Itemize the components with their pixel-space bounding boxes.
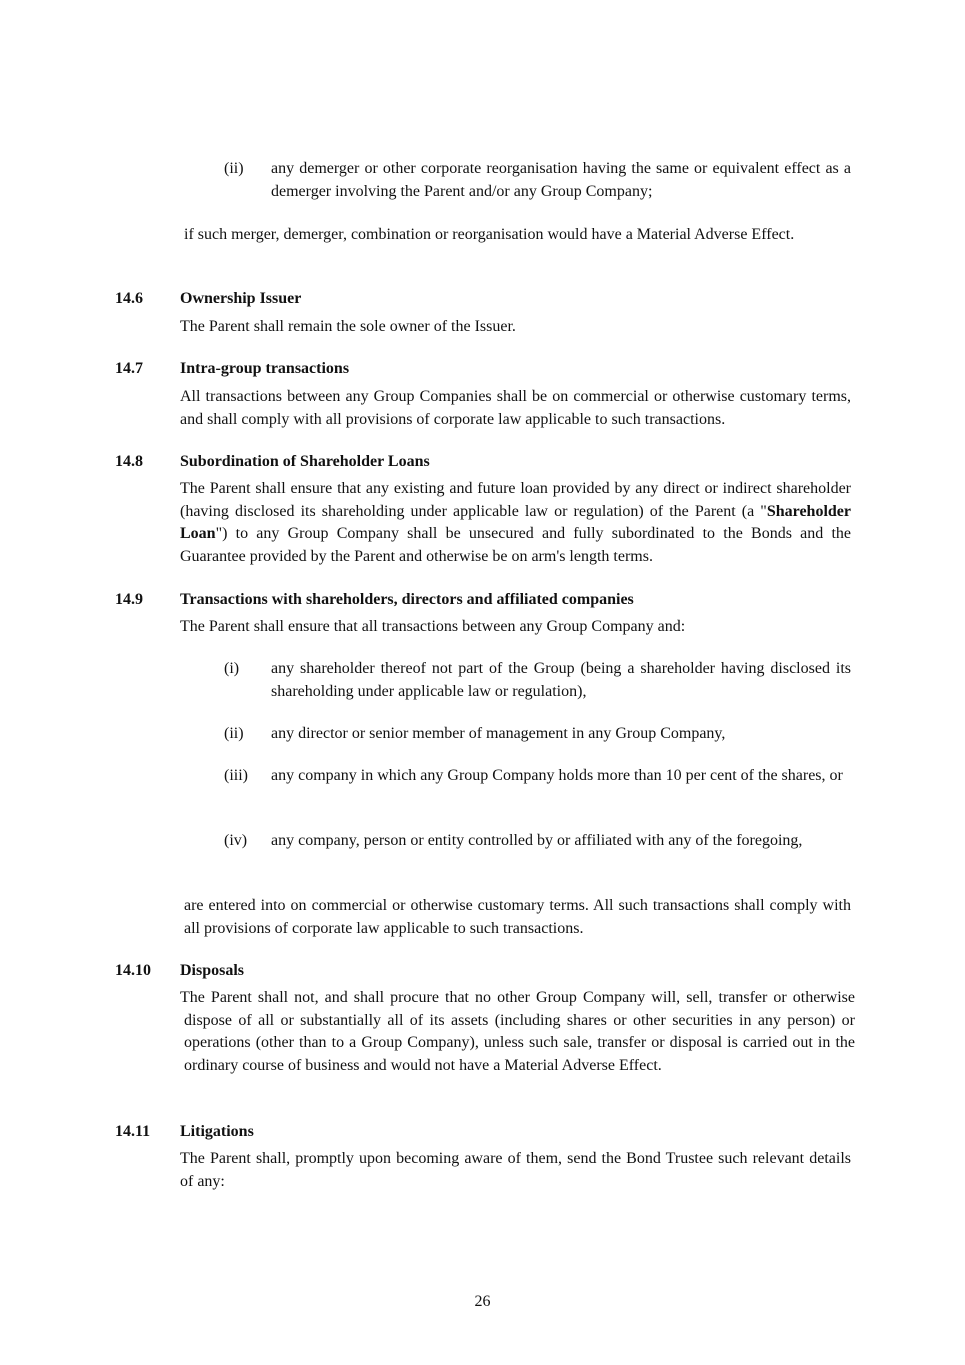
section-number: 14.7 xyxy=(115,360,143,377)
section-body-14-10: The Parent shall not, and shall procure that no other Group Company will, sell, transfer or otherwise dispose of all or substantially all of its assets (including shares or other securities in any person) or operations (other than to a Group Company), unless such sale, transfer or disposal is carried out in the ordinary course of business and would not have a Material Adverse Effect. xyxy=(180,989,855,1074)
section-body-14-6: The Parent shall remain the sole owner of the Issuer. xyxy=(180,318,516,335)
list-item-iv xyxy=(224,830,851,853)
section-body-14-7: All transactions between any Group Companies shall be on commercial or otherwise customary terms, and shall comply with all provisions of corporate law applicable to such transactions. xyxy=(180,388,851,428)
body-text-after: ") to any Group Company shall be unsecured and fully subordinated to the Bonds and the Guarantee provided by the Parent and otherwise be on arm's length terms. xyxy=(180,525,851,565)
list-item-number: (ii) xyxy=(224,725,244,742)
section-body-14-11: The Parent shall, promptly upon becoming aware of them, send the Bond Trustee such relevant details of any: xyxy=(180,1150,851,1190)
section-number: 14.9 xyxy=(115,591,143,608)
section-number: 14.8 xyxy=(115,453,143,470)
list-item-ii-demerger xyxy=(224,158,851,203)
list-item-text: any demerger or other corporate reorganisation having the same or equivalent effect as a demerger involving the Parent and/or any Group Company; xyxy=(271,160,851,200)
section-title: Intra-group transactions xyxy=(180,360,350,377)
section-number: 14.6 xyxy=(115,290,143,307)
list-item-text: any company, person or entity controlled by or affiliated with any of the foregoing, xyxy=(271,832,803,849)
section-number: 14.11 xyxy=(115,1123,151,1140)
list-item-iii xyxy=(224,765,851,788)
body-text-before: The Parent shall ensure that any existing and future loan provided by any direct or indirect shareholder (having disclosed its shareholding under applicable law or regulation) of the Parent (a " xyxy=(180,480,851,520)
section-title: Litigations xyxy=(180,1123,254,1140)
list-item-number: (i) xyxy=(224,660,240,677)
list-item-ii xyxy=(224,723,851,746)
list-item-number: (iv) xyxy=(224,832,248,849)
section-intro-14-9: The Parent shall ensure that all transactions between any Group Company and: xyxy=(180,618,686,635)
section-title: Transactions with shareholders, directors and affiliated companies xyxy=(180,591,634,608)
page-number: 26 xyxy=(474,1293,491,1310)
section-number: 14.10 xyxy=(115,962,151,979)
list-item-text: any company in which any Group Company holds more than 10 per cent of the shares, or xyxy=(271,767,843,784)
list-item-number: (ii) xyxy=(224,160,244,177)
section-title: Subordination of Shareholder Loans xyxy=(180,453,430,470)
paragraph-if-such-merger: if such merger, demerger, combination or reorganisation would have a Material Adverse Effect. xyxy=(184,226,795,243)
section-title: Ownership Issuer xyxy=(180,290,302,307)
list-item-text: any shareholder thereof not part of the Group (being a shareholder having disclosed its shareholding under applicable law or regulation), xyxy=(271,660,851,700)
list-item-i xyxy=(224,658,851,703)
defined-term: Shareholder Loan xyxy=(180,502,851,543)
list-item-number: (iii) xyxy=(224,767,248,784)
section-title: Disposals xyxy=(180,962,245,979)
section-body-14-8 xyxy=(180,478,851,568)
section-closing-14-9: are entered into on commercial or otherwise customary terms. All such transactions shall comply with all provisions of corporate law applicable to such transactions. xyxy=(184,897,851,937)
list-item-text: any director or senior member of management in any Group Company, xyxy=(271,725,726,742)
